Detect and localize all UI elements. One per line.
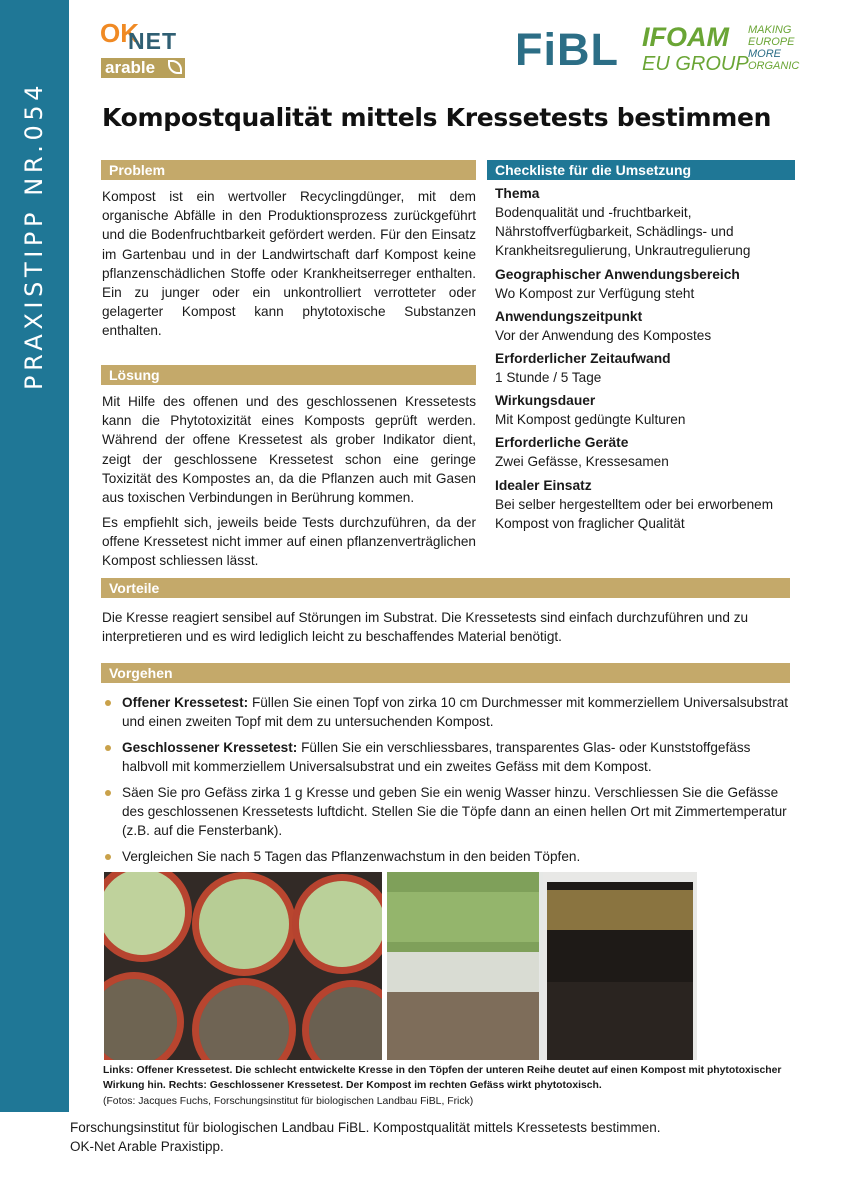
page-title: Kompostqualität mittels Kressetests bestimmen	[102, 103, 772, 132]
checklist	[495, 184, 795, 537]
checklist-value: Mit Kompost gedüngte Kulturen	[495, 412, 686, 428]
checklist-label: Erforderlicher Zeitaufwand	[495, 351, 671, 367]
checklist-value: 1 Stunde / 5 Tage	[495, 370, 602, 386]
checklist-label: Anwendungszeitpunkt	[495, 308, 643, 324]
list-item	[102, 738, 792, 777]
page-footer	[70, 1118, 830, 1156]
checklist-value: Wo Kompost zur Verfügung steht	[495, 285, 695, 301]
tagline-word: EUROPE	[748, 36, 795, 48]
step-text: Säen Sie pro Gefäss zirka 1 g Kresse und geben Sie ein wenig Wasser hinzu. Verschliessen Sie die Gefässe des geschlossenen Kressetests luftdicht. Stellen Sie die Töpfe dann an einen hellen Ort mit Zimmertemperatur (z.B. auf die Fensterbank).	[122, 784, 787, 839]
list-item	[102, 847, 792, 866]
arable-label: arable	[105, 58, 156, 77]
tagline-word: MORE	[748, 48, 781, 60]
sidebar-band	[0, 0, 69, 1112]
photo-credit: (Fotos: Jacques Fuchs, Forschungsinstitut für biologischen Landbau FiBL, Frick)	[103, 1095, 474, 1107]
step-label: Offener Kressetest:	[122, 695, 249, 710]
series-label-wrap	[14, 30, 54, 390]
leaf-icon	[168, 60, 182, 74]
tagline-word: MAKING	[748, 24, 792, 36]
loesung-heading: Lösung	[101, 365, 476, 385]
fibl-logo: FiBL	[515, 24, 619, 75]
ifoam-logo	[642, 20, 802, 80]
series-label: PRAXISTIPP NR.054	[20, 80, 48, 390]
checklist-value: Bei selber hergestelltem oder bei erworbenem Kompost von fraglicher Qualität	[495, 496, 774, 531]
step-text: Füllen Sie einen Topf von zirka 10 cm Durchmesser mit kommerziellem Universalsubstrat und einen zweiten Topf mit dem zu untersuchenden Kompost.	[122, 695, 789, 730]
checklist-label: Thema	[495, 186, 540, 201]
footer-line-2: OK-Net Arable Praxistipp.	[70, 1139, 224, 1154]
checklist-label: Erforderliche Geräte	[495, 435, 629, 451]
arable-badge	[101, 58, 185, 78]
problem-text: Kompost ist ein wertvoller Recyclingdünger, mit dem organische Abfälle in den Produktionsprozess zurückgeführt und die Bodenfruchtbarkeit gefördert werden. Für den Einsatz im Gartenbau und in der Landwirtschaft darf Kompost keine pflanzenschädlichen Stoffe oder Krankheitserreger enthalten. Ein zu junger oder ein unkontrolliert verrotteter oder gelagerter Kompost kann phytotoxische Substanzen enthalten.	[102, 189, 476, 339]
vorteile-heading: Vorteile	[101, 578, 790, 598]
oknet-ok-mark: OK	[100, 18, 139, 48]
loesung-text-1: Mit Hilfe des offenen und des geschlossenen Kressetests kann die Phytotoxizität eines Komposts geprüft werden. Während der offene Kressetest als grober Indikator dient, zeigt der geschlossene Kressetest schon eine geringe Toxizität des Kompostes an, da die Pflanzen auch mit Gasen aus toxischen Verbindungen in Berührung kommen.	[102, 394, 476, 506]
step-text: Vergleichen Sie nach 5 Tagen das Pflanzenwachstum in den beiden Töpfen.	[122, 848, 581, 864]
caption-text: Links: Offener Kressetest. Die schlecht entwickelte Kresse in den Töpfen der unteren Reihe deutet auf einen Kompost mit phytotoxischer Wirkung hin. Rechts: Geschlossener Kressetest. Der Kompost im rechten Gefäss wirkt phytotoxisch.	[103, 1065, 782, 1092]
ifoam-wordmark: IFOAM	[642, 22, 729, 52]
checklist-value: Zwei Gefässe, Kressesamen	[495, 454, 669, 470]
tagline-word: ORGANIC	[748, 60, 800, 72]
checklist-value: Vor der Anwendung des Kompostes	[495, 327, 712, 343]
photo-closed-cress-test	[387, 872, 697, 1060]
ifoam-tagline	[748, 24, 799, 72]
list-item	[102, 693, 792, 732]
oknet-arable-logo	[100, 18, 190, 78]
vorgehen-list	[102, 693, 792, 872]
photo-caption	[103, 1063, 793, 1109]
checklist-label: Wirkungsdauer	[495, 393, 596, 409]
photo-open-cress-test	[104, 872, 382, 1060]
ifoam-eu-group: EU GROUP	[642, 53, 749, 75]
checklist-heading: Checkliste für die Umsetzung	[487, 160, 795, 180]
oknet-net-mark: NET	[128, 28, 177, 54]
problem-heading: Problem	[101, 160, 476, 180]
vorgehen-heading: Vorgehen	[101, 663, 790, 683]
step-label: Geschlossener Kressetest:	[122, 739, 298, 755]
checklist-label: Idealer Einsatz	[495, 477, 592, 493]
footer-line-1: Forschungsinstitut für biologischen Landbau FiBL. Kompostqualität mittels Kressetests bestimmen.	[70, 1120, 661, 1135]
checklist-label: Geographischer Anwendungsbereich	[495, 266, 740, 282]
checklist-value: Bodenqualität und -fruchtbarkeit, Nährstoffverfügbarkeit, Schädlings- und Krankheitsregulierung, Unkrautregulierung	[495, 205, 751, 259]
list-item	[102, 783, 792, 841]
loesung-text-2: Es empfiehlt sich, jeweils beide Tests durchzuführen, da der offene Kressetest nicht immer auf einen pflanzenverträglichen Kompost schliessen lässt.	[102, 515, 476, 569]
vorteile-text: Die Kresse reagiert sensibel auf Störungen im Substrat. Die Kressetests sind einfach durchzuführen und zu interpretieren und es wird lediglich leicht zu beschaffendes Material benötigt.	[102, 610, 749, 645]
step-text: Füllen Sie ein verschliessbares, transparentes Glas- oder Kunststoffgefäss halbvoll mit kommerziellem Universalsubstrat und ein zweites Gefäss mit dem Kompost.	[122, 739, 751, 775]
